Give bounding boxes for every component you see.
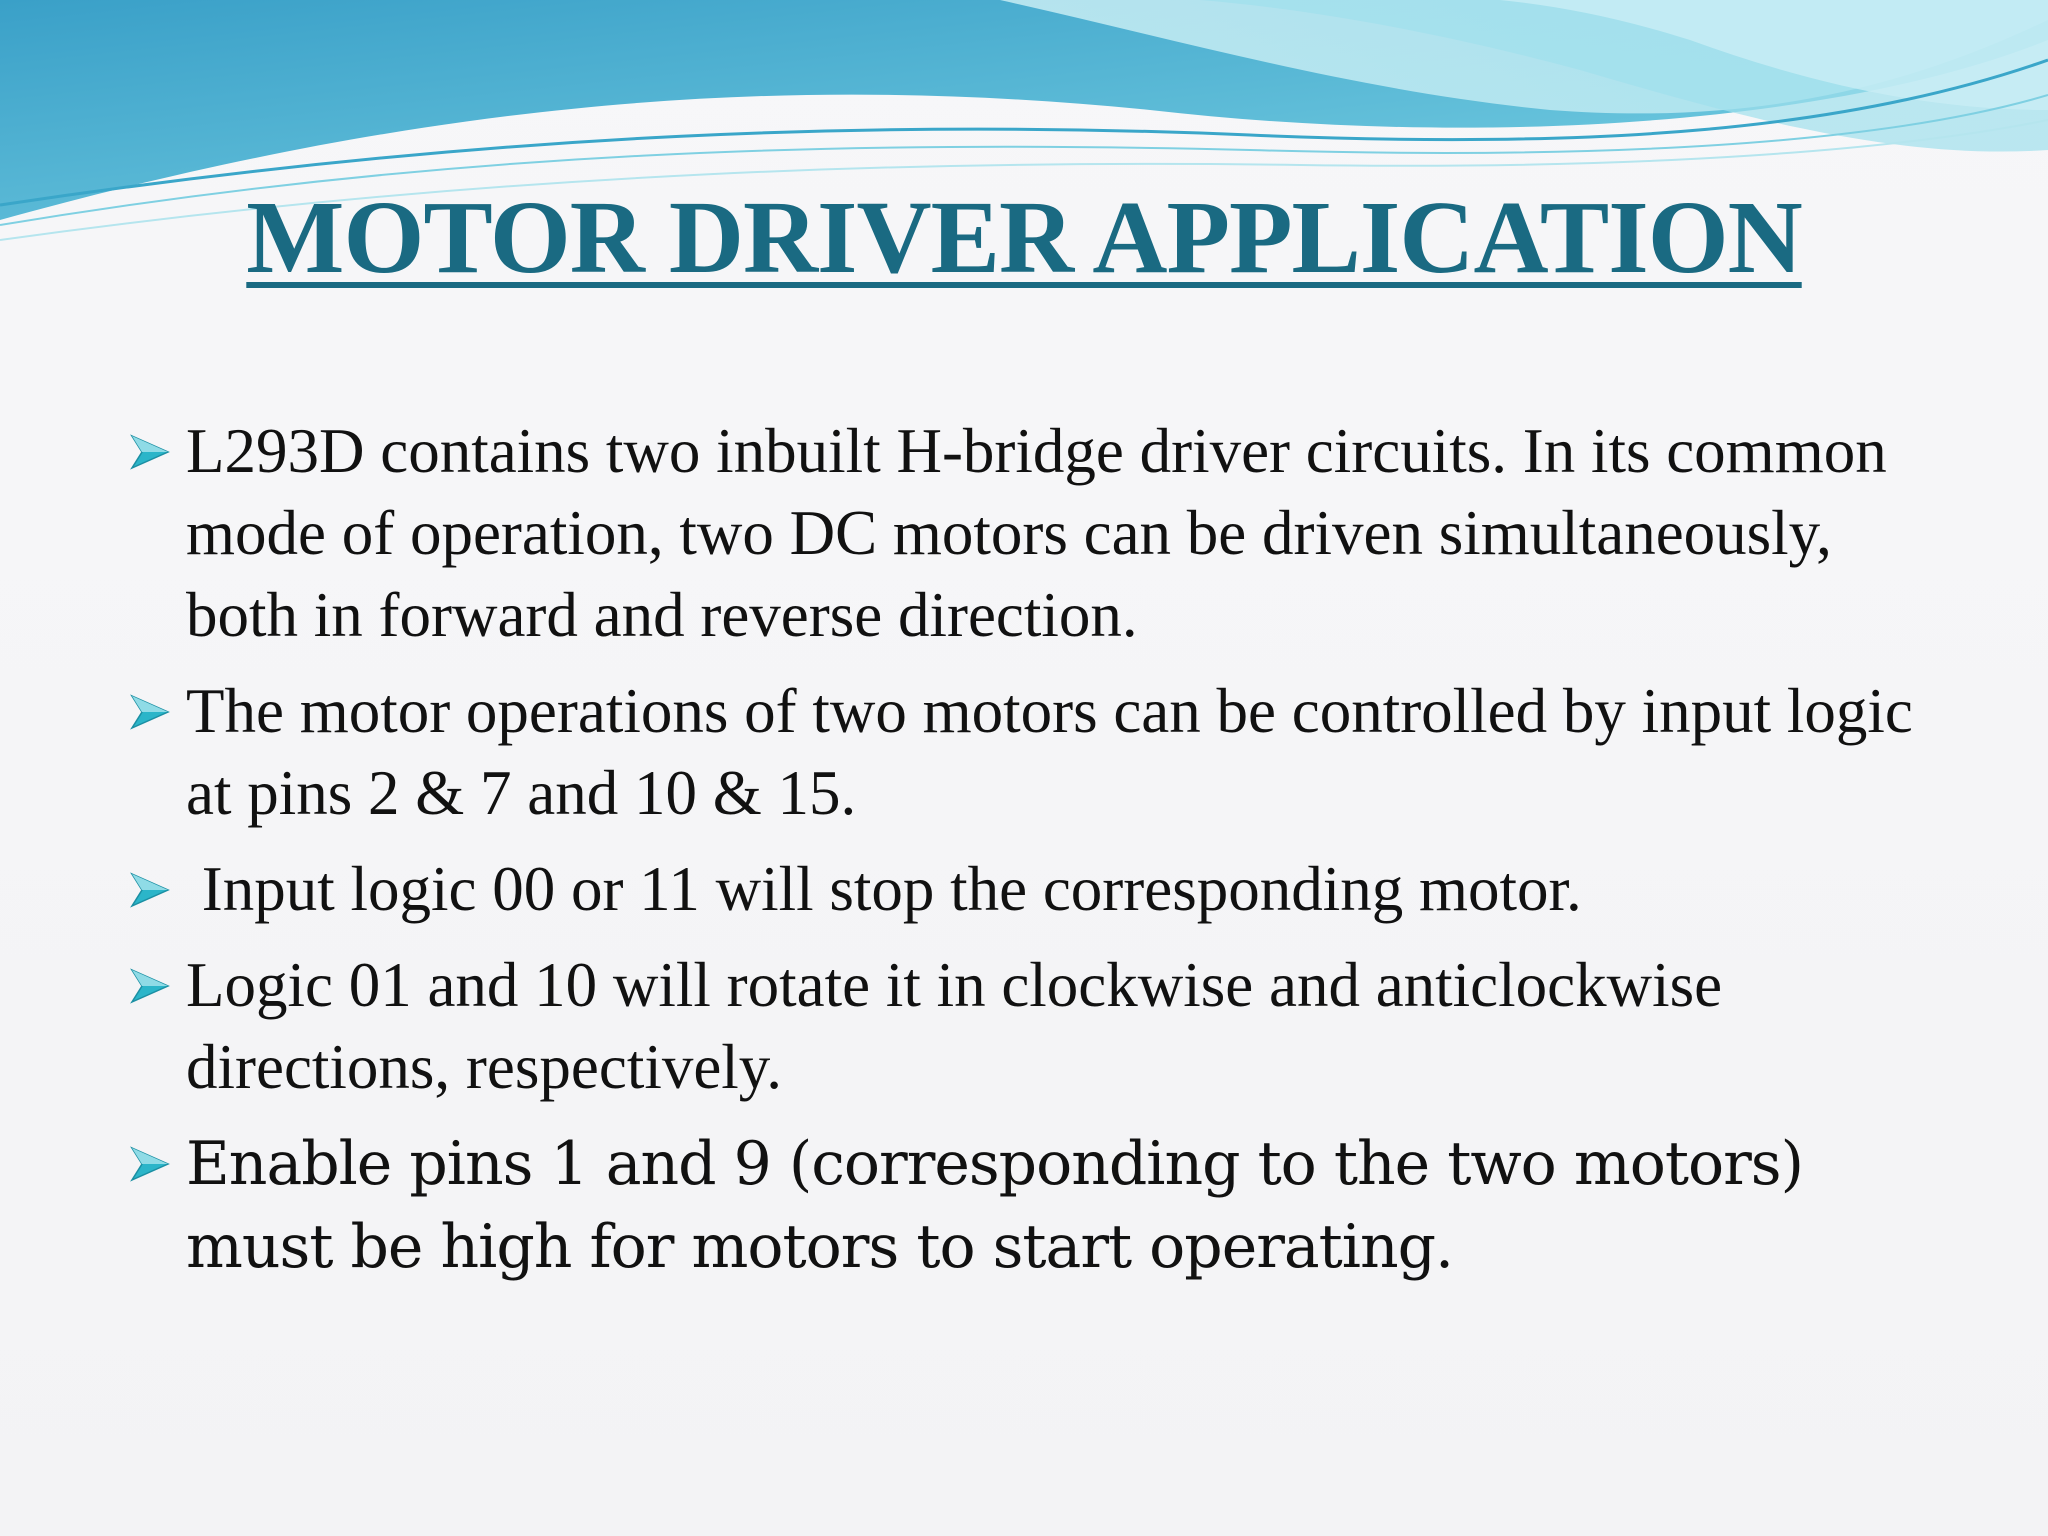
slide-title: [0, 178, 2048, 298]
bullet-item: [128, 848, 1928, 930]
bullet-list: [128, 410, 1928, 1302]
bullet-text: Enable pins 1 and 9 (corresponding to the two motors) must be high for motors to start operating.: [186, 1129, 1804, 1282]
arrow-bullet-icon: [128, 966, 172, 1006]
arrow-bullet-icon: [128, 870, 172, 910]
arrow-bullet-icon: [128, 692, 172, 732]
slide-title-text: MOTOR DRIVER APPLICATION: [246, 180, 1802, 295]
bullet-item: [128, 670, 1928, 834]
bullet-text: The motor operations of two motors can be controlled by input logic at pins 2 & 7 and 10 & 15.: [186, 676, 1913, 828]
bullet-item: [128, 410, 1928, 656]
bullet-text: L293D contains two inbuilt H-bridge driver circuits. In its common mode of operation, two DC motors can be driven simultaneously, both in forward and reverse direction.: [186, 416, 1887, 650]
arrow-bullet-icon: [128, 1144, 172, 1184]
bullet-text: Input logic 00 or 11 will stop the corresponding motor.: [186, 854, 1582, 924]
bullet-text: Logic 01 and 10 will rotate it in clockwise and anticlockwise directions, respectively.: [186, 950, 1723, 1102]
bullet-item: [128, 1122, 1928, 1288]
arrow-bullet-icon: [128, 432, 172, 472]
bullet-item: [128, 944, 1928, 1108]
